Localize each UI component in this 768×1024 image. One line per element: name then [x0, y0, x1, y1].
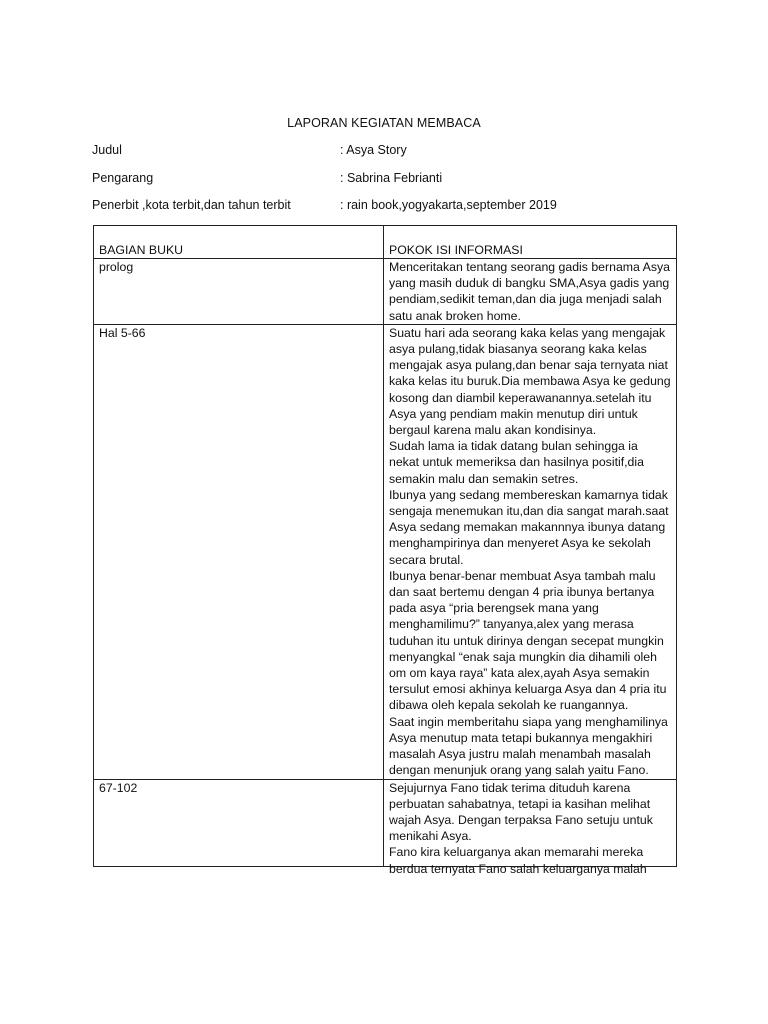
section-cell: prolog: [94, 259, 384, 325]
meta-row-penerbit: [92, 198, 692, 216]
column-header-bagian-buku: BAGIAN BUKU: [94, 226, 384, 259]
meta-row-pengarang: [92, 171, 692, 189]
table-header-row: [94, 226, 677, 259]
meta-label: Pengarang: [92, 171, 154, 185]
meta-row-judul: [92, 143, 692, 161]
content-cell: [384, 779, 677, 876]
table-row: [94, 324, 677, 779]
meta-value: : Asya Story: [340, 143, 407, 157]
content-cell: [384, 324, 677, 779]
section-cell: 67-102: [94, 779, 384, 866]
content-paragraph: Sudah lama ia tidak datang bulan sehingga ia nekat untuk memeriksa dan hasilnya positif,dia semakin malu dan semakin setres.: [389, 439, 644, 486]
content-cell: [384, 259, 677, 325]
reading-report-table: [93, 225, 677, 876]
content-paragraph: Fano kira keluarganya akan memarahi mereka berdua ternyata Fano salah keluarganya malah: [389, 845, 647, 876]
content-paragraph: Sejujurnya Fano tidak terima dituduh karena perbuatan sahabatnya, tetapi ia kasihan melihat wajah Asya. Dengan terpaksa Fano setuju untuk menikahi Asya.: [389, 780, 653, 844]
table-row: [94, 779, 677, 866]
meta-value: : Sabrina Febrianti: [340, 171, 443, 185]
content-paragraph: Ibunya benar-benar membuat Asya tambah malu dan saat bertemu dengan 4 pria ibunya bertanya pada asya “pria berengsek mana yang menghamilimu?” tanyanya,alex yang merasa tuduhan itu untuk dirinya dengan secepat mungkin menyangkal “enak saja mungkin dia dihamili oleh om om kaya raya” kata alex,ayah Asya semakin tersulut emosi akhinya keluarga Asya dan 4 pria itu dibawa oleh kepala sekolah ke ruangannya.: [389, 568, 667, 713]
content-cell-clip: [389, 780, 671, 876]
section-cell: Hal 5-66: [94, 324, 384, 779]
content-paragraph: Menceritakan tentang seorang gadis bernama Asya yang masih duduk di bangku SMA,Asya gadis yang pendiam,sedikit teman,dan dia juga menjadi salah satu anak broken home.: [389, 260, 670, 323]
content-paragraph: Ibunya yang sedang membereskan kamarnya tidak sengaja menemukan itu,dan dia sangat marah.saat Asya sedang memakan makannnya ibunya datang menghampirinya dan menyeret Asya ke sekolah secara brutal.: [389, 487, 669, 567]
document-title: LAPORAN KEGIATAN MEMBACA: [287, 116, 481, 130]
column-header-pokok-isi: POKOK ISI INFORMASI: [384, 226, 677, 259]
meta-label: Penerbit ,kota terbit,dan tahun terbit: [92, 198, 291, 212]
content-paragraph: Suatu hari ada seorang kaka kelas yang mengajak asya pulang,tidak biasanya seorang kaka kelas mengajak asya pulang,dan benar saja ternyata niat kaka kelas itu buruk.Dia membawa Asya ke gedung kosong dan diambil keperawanannya.setelah itu Asya yang pendiam makin menutup diri untuk bergaul karena malu akan kondisinya.: [389, 325, 671, 438]
meta-value: : rain book,yogyakarta,september 2019: [340, 198, 557, 212]
content-paragraph: Saat ingin memberitahu siapa yang menghamilinya Asya menutup mata tetapi bukannya mengakhiri masalah Asya justru malah menambah masalah dengan menunjuk orang yang salah yaitu Fano.: [389, 714, 668, 778]
meta-label: Judul: [92, 143, 122, 157]
table-row: [94, 259, 677, 325]
